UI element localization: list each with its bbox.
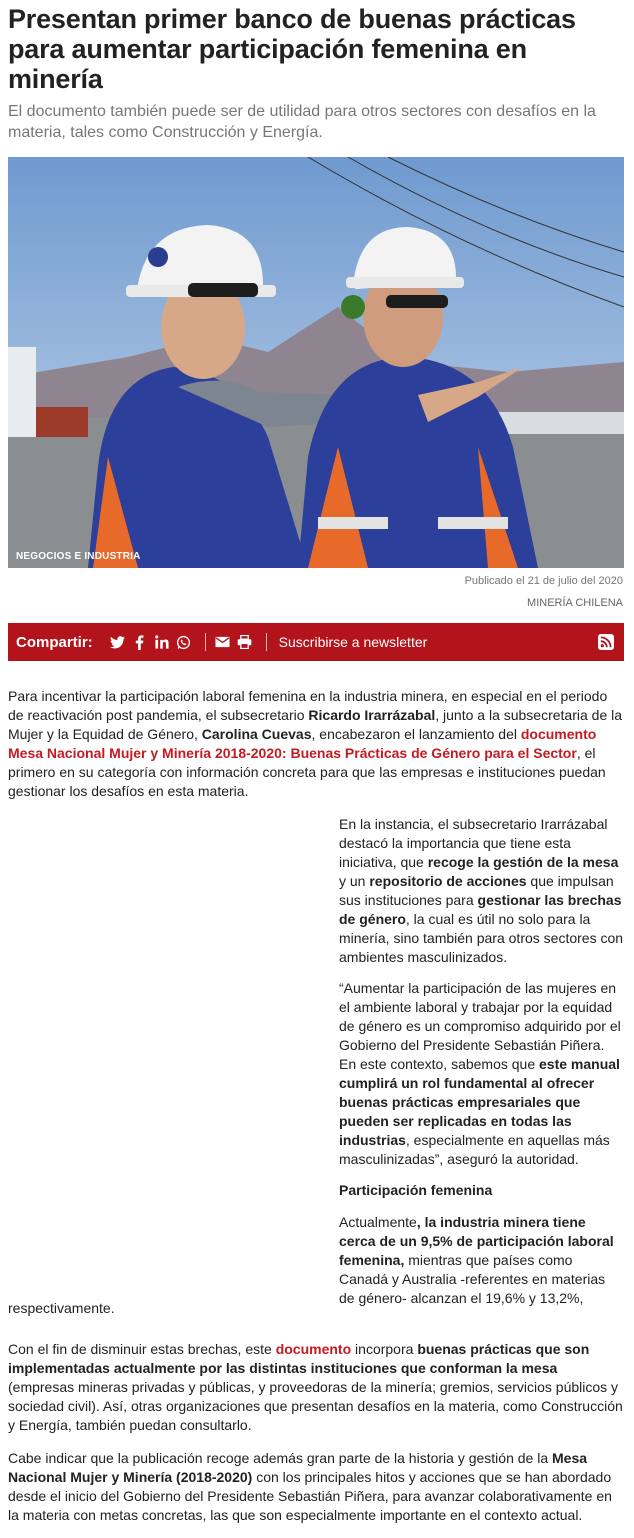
image-category-tag[interactable]: NEGOCIOS E INDUSTRIA [16, 551, 141, 562]
linkedin-icon[interactable] [153, 633, 171, 651]
facebook-icon[interactable] [131, 633, 149, 651]
email-icon[interactable] [214, 633, 232, 651]
print-icon[interactable] [236, 633, 254, 651]
hero-image [8, 157, 624, 568]
share-separator [266, 633, 267, 651]
paragraph-gaps: Con el fin de disminuir estas brechas, este documento incorpora buenas prácticas que son implementadas actualmente por las distintas instituciones que conforman la mesa (empresas mineras privadas y públicas, y proveedoras de la minería; gremios, servicios públicos y sociedad civil). Así, otras organizaciones que presentan desafíos en la materia, como Construcción y Energía, también puedan consultarlo. [8, 1341, 623, 1433]
section-subheading: Participación femenina [339, 1182, 493, 1198]
twitter-icon[interactable] [109, 633, 127, 651]
document-link[interactable]: documento [275, 1341, 352, 1357]
paragraph-importance: En la instancia, el subsecretario Irarrázabal destacó la importancia que tiene esta iniciativa, que recoge la gestión de la mesa y un repositorio de acciones que impulsan sus instituciones para gestionar las brechas de género, la cual es útil no solo para la minería, sino también para otros sectores con ambientes masculinizados. [339, 816, 624, 965]
share-separator [205, 633, 206, 651]
article-subtitle: El documento también puede ser de utilidad para otros sectores con desafíos en la materia, tales como Construcción y Energía. [8, 103, 596, 141]
paragraph-participation-end: respectivamente. [8, 1300, 115, 1316]
hero-photo-illustration [8, 157, 624, 568]
share-bar [8, 623, 624, 661]
paragraph-history: Cabe indicar que la publicación recoge además gran parte de la historia y gestión de la Mesa Nacional Mujer y Minería (2018-2020) con los principales hitos y acciones que se han abordado desde el inicio del Gobierno del Presidente Sebastián Piñera, para avanzar colaborativamente en la materia con metas concretas, las que son especialmente importante en el contexto actual. [8, 1450, 612, 1523]
article-title: Presentan primer banco de buenas prácticas para aumentar participación femenina en minería [8, 4, 576, 94]
document-link[interactable]: documento Mesa Nacional Mujer y Minería 2018-2020: Buenas Prácticas de Género para el Sector [8, 726, 597, 761]
share-label: Compartir: [16, 633, 93, 651]
paragraph-quote: “Aumentar la participación de las mujeres en el ambiente laboral y trabajar por la equidad de género es un compromiso adquirido por el Gobierno del Presidente Sebastián Piñera. En este contexto, sabemos que este manual cumplirá un rol fundamental al ofrecer buenas prácticas empresariales que pueden ser replicadas en todas las industrias, especialmente en aquellas más masculinizadas”, aseguró la autoridad. [339, 980, 621, 1167]
source-name[interactable]: MINERÍA CHILENA [527, 597, 623, 609]
published-date: Publicado el 21 de julio del 2020 [464, 575, 623, 587]
whatsapp-icon[interactable] [175, 633, 193, 651]
paragraph-intro: Para incentivar la participación laboral femenina en la industria minera, en especial en el periodo de reactivación post pandemia, el subsecretario Ricardo Irarrázabal, junto a la subsecretaria de la Mujer y la Equidad de Género, Carolina Cuevas, encabezaron el lanzamiento del documento Mesa Nacional Mujer y Minería 2018-2020: Buenas Prácticas de Género para el Sector, el primero en su categoría con información concreta para que las empresas e instituciones puedan gestionar los desafíos en esta materia. [8, 688, 623, 799]
newsletter-link[interactable]: Suscribirse a newsletter [278, 634, 428, 650]
paragraph-participation: Actualmente, la industria minera tiene cerca de un 9,5% de participación laboral femenina, mientras que países como Canadá y Australia -referentes en materias de género- alcanzan el 19,6% y 13,2%, [339, 1214, 614, 1306]
rss-icon[interactable] [598, 634, 614, 650]
